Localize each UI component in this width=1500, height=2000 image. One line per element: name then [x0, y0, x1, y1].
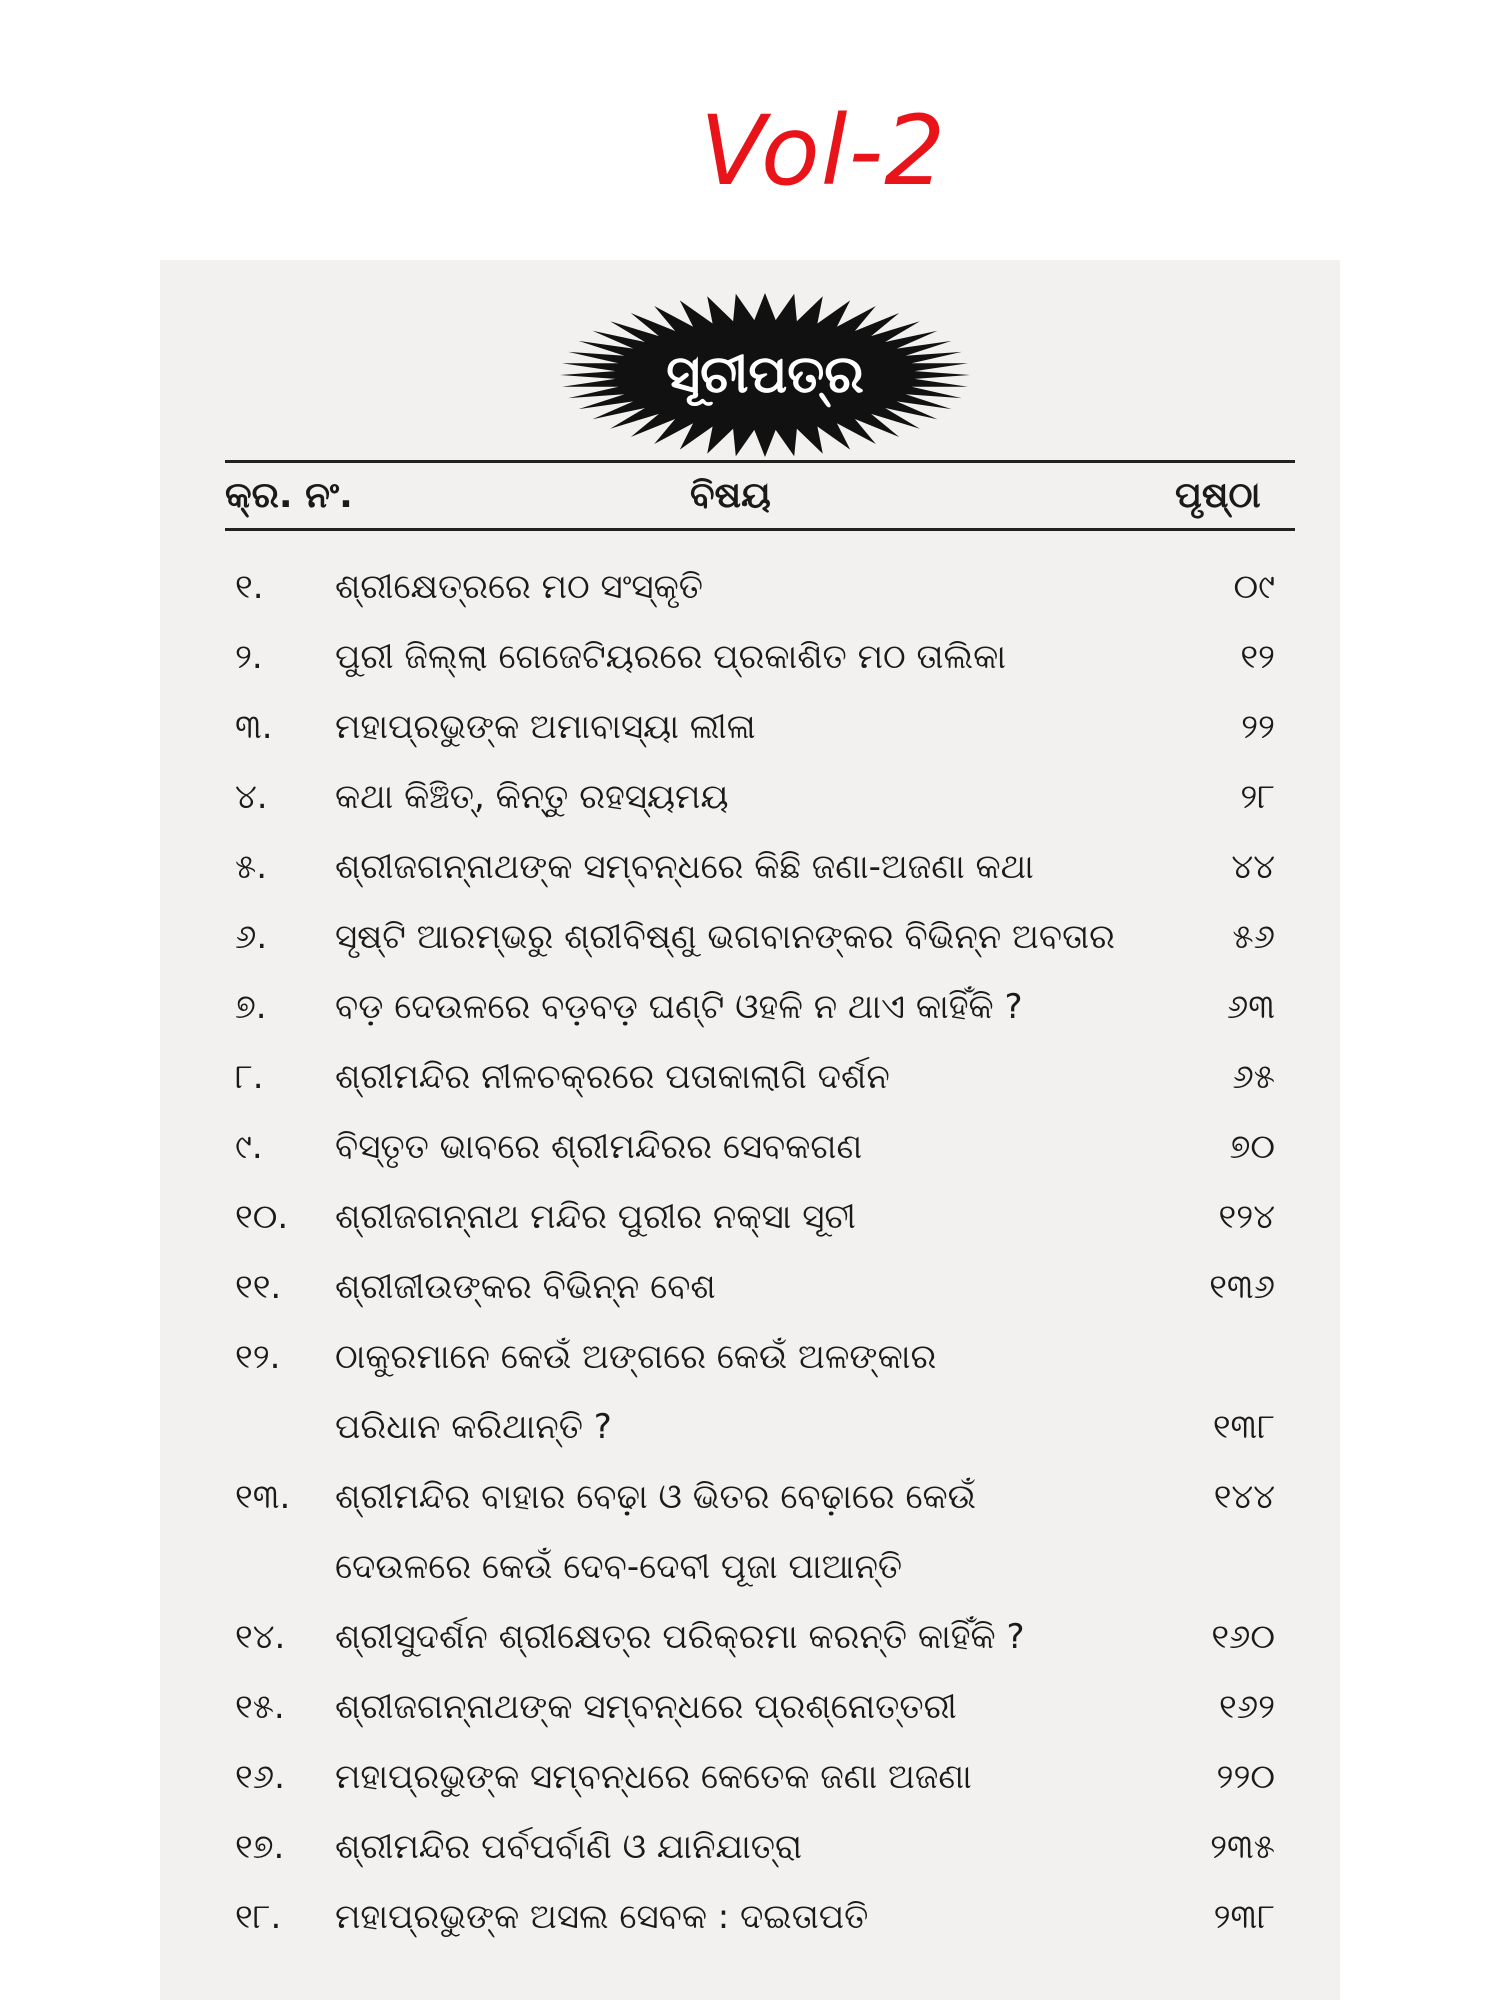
volume-label: Vol-2 — [700, 95, 947, 207]
entry-page-number: ୬୩ — [1226, 987, 1275, 1027]
entry-number: ୧୫. — [235, 1687, 285, 1727]
entry-title: ସୃଷ୍ଟି ଆରମ୍ଭରୁ ଶ୍ରୀବିଷ୍ଣୁ ଭଗବାନଙ୍କର ବିଭିନ୍ନ ଅବତାର — [335, 917, 1115, 957]
entry-number: ୧୩. — [235, 1477, 291, 1517]
contents-row — [225, 1535, 1295, 1599]
entry-page-number: ୧୨୪ — [1218, 1197, 1275, 1237]
contents-row — [225, 1045, 1295, 1109]
contents-row — [225, 1325, 1295, 1389]
entry-number: ୫. — [235, 847, 268, 887]
contents-row — [225, 835, 1295, 899]
contents-row — [225, 1255, 1295, 1319]
entry-title: ପୁରୀ ଜିଲ୍ଲା ଗେଜେଟିୟରରେ ପ୍ରକାଶିତ ମଠ ତାଲିକା — [335, 637, 1007, 677]
entry-page-number: ୪୪ — [1231, 847, 1275, 887]
contents-row — [225, 555, 1295, 619]
entry-page-number: ୨୩୫ — [1210, 1827, 1275, 1867]
contents-row — [225, 1185, 1295, 1249]
entry-title: ଶ୍ରୀମନ୍ଦିର ପର୍ବପର୍ବାଣି ଓ ଯାନିଯାତ୍ରା — [335, 1827, 803, 1867]
entry-page-number: ୨୨ — [1241, 707, 1275, 747]
entry-title: ଶ୍ରୀକ୍ଷେତ୍ରରେ ମଠ ସଂସ୍କୃତି — [335, 567, 703, 607]
column-header-number: କ୍ର. ନଂ. — [225, 475, 353, 516]
header-top-rule — [225, 460, 1295, 463]
contents-row — [225, 1745, 1295, 1809]
contents-row — [225, 695, 1295, 759]
contents-row — [225, 1395, 1295, 1459]
contents-heading: ସୂଚୀପତ୍ର — [666, 344, 864, 405]
entry-page-number: ୨୩୮ — [1213, 1897, 1275, 1937]
contents-row — [225, 1465, 1295, 1529]
entry-number: ୬. — [235, 917, 268, 957]
entry-number: ୧୪. — [235, 1617, 286, 1657]
entry-page-number: ୧୩୮ — [1212, 1407, 1275, 1447]
entry-page-number: ୧୪୪ — [1213, 1477, 1275, 1517]
entry-page-number: ୬୫ — [1232, 1057, 1275, 1097]
contents-row — [225, 905, 1295, 969]
entry-title: ପରିଧାନ କରିଥାନ୍ତି ? — [335, 1407, 612, 1447]
contents-row — [225, 1675, 1295, 1739]
entry-number: ୨. — [235, 637, 263, 677]
entry-number: ୧୭. — [235, 1827, 285, 1867]
entry-number: ୧୧. — [235, 1267, 282, 1307]
entry-number: ୧. — [235, 567, 264, 607]
column-header-page: ପୃଷ୍ଠା — [1175, 475, 1261, 516]
entry-page-number: ୨୮ — [1240, 777, 1275, 817]
entry-number: ୯. — [235, 1127, 263, 1167]
entry-number: ୧୬. — [235, 1757, 285, 1797]
entry-number: ୧୮. — [235, 1897, 282, 1937]
entry-title: ଦେଉଳରେ କେଉଁ ଦେବ-ଦେବୀ ପୂଜା ପାଆନ୍ତି — [335, 1547, 903, 1587]
entry-title: ବିସ୍ତୃତ ଭାବରେ ଶ୍ରୀମନ୍ଦିରର ସେବକଗଣ — [335, 1127, 863, 1167]
entry-page-number: ୧୨ — [1240, 637, 1275, 677]
header-bottom-rule — [225, 528, 1295, 531]
contents-row — [225, 1815, 1295, 1879]
contents-row — [225, 1605, 1295, 1669]
contents-row — [225, 765, 1295, 829]
entry-page-number: ୭୦ — [1229, 1127, 1275, 1167]
entry-title: ଶ୍ରୀସୁଦର୍ଶନ ଶ୍ରୀକ୍ଷେତ୍ର ପରିକ୍ରମା କରନ୍ତି କାହିଁକି ? — [335, 1617, 1025, 1657]
entry-page-number: ୧୩୬ — [1209, 1267, 1275, 1307]
column-header-subject: ବିଷୟ — [690, 475, 771, 516]
entry-number: ୧୨. — [235, 1337, 281, 1377]
entry-title: ମହାପ୍ରଭୁଙ୍କ ଅମାବାସ୍ୟା ଲୀଳା — [335, 707, 756, 747]
entry-title: କଥା କିଞ୍ଚିତ୍, କିନ୍ତୁ ରହସ୍ୟମୟ — [335, 777, 729, 817]
entry-page-number: ୧୬୨ — [1219, 1687, 1275, 1727]
entry-title: ଶ୍ରୀମନ୍ଦିର ବାହାର ବେଢ଼ା ଓ ଭିତର ବେଢ଼ାରେ କେଉଁ — [335, 1477, 976, 1517]
entry-title: ଶ୍ରୀଜଗନ୍ନାଥଙ୍କ ସମ୍ବନ୍ଧରେ ପ୍ରଶ୍ନୋତ୍ତରୀ — [335, 1687, 957, 1727]
entry-number: ୪. — [235, 777, 268, 817]
entry-page-number: ୦୯ — [1233, 567, 1275, 607]
entry-number: ୧୦. — [235, 1197, 289, 1237]
contents-row — [225, 975, 1295, 1039]
entry-title: ମହାପ୍ରଭୁଙ୍କ ଅସଲ ସେବକ : ଦଇତାପତି — [335, 1897, 869, 1937]
entry-page-number: ୨୨୦ — [1216, 1757, 1275, 1797]
entry-page-number: ୫୬ — [1232, 917, 1275, 957]
entry-title: ଶ୍ରୀଜଗନ୍ନାଥଙ୍କ ସମ୍ବନ୍ଧରେ କିଛି ଜଣା-ଅଜଣା କଥା — [335, 847, 1034, 887]
entry-page-number: ୧୬୦ — [1211, 1617, 1275, 1657]
entry-number: ୭. — [235, 987, 267, 1027]
entry-title: ଶ୍ରୀମନ୍ଦିର ନୀଳଚକ୍ରରେ ପତାକାଲାଗି ଦର୍ଶନ — [335, 1057, 890, 1097]
entry-title: ମହାପ୍ରଭୁଙ୍କ ସମ୍ବନ୍ଧରେ କେତେକ ଜଣା ଅଜଣା — [335, 1757, 972, 1797]
contents-row — [225, 625, 1295, 689]
contents-row — [225, 1115, 1295, 1179]
entry-title: ଠାକୁରମାନେ କେଉଁ ଅଙ୍ଗରେ କେଉଁ ଅଳଙ୍କାର — [335, 1337, 937, 1377]
entry-title: ଶ୍ରୀଜୀଉଙ୍କର ବିଭିନ୍ନ ବେଶ — [335, 1267, 716, 1307]
entry-number: ୩. — [235, 707, 273, 747]
entry-title: ବଡ଼ ଦେଉଳରେ ବଡ଼ବଡ଼ ଘଣ୍ଟି ଓହଳି ନ ଥାଏ କାହିଁକି ? — [335, 987, 1023, 1027]
entry-title: ଶ୍ରୀଜଗନ୍ନାଥ ମନ୍ଦିର ପୁରୀର ନକ୍ସା ସୂଚୀ — [335, 1197, 856, 1237]
entry-number: ୮. — [235, 1057, 264, 1097]
contents-row — [225, 1885, 1295, 1949]
